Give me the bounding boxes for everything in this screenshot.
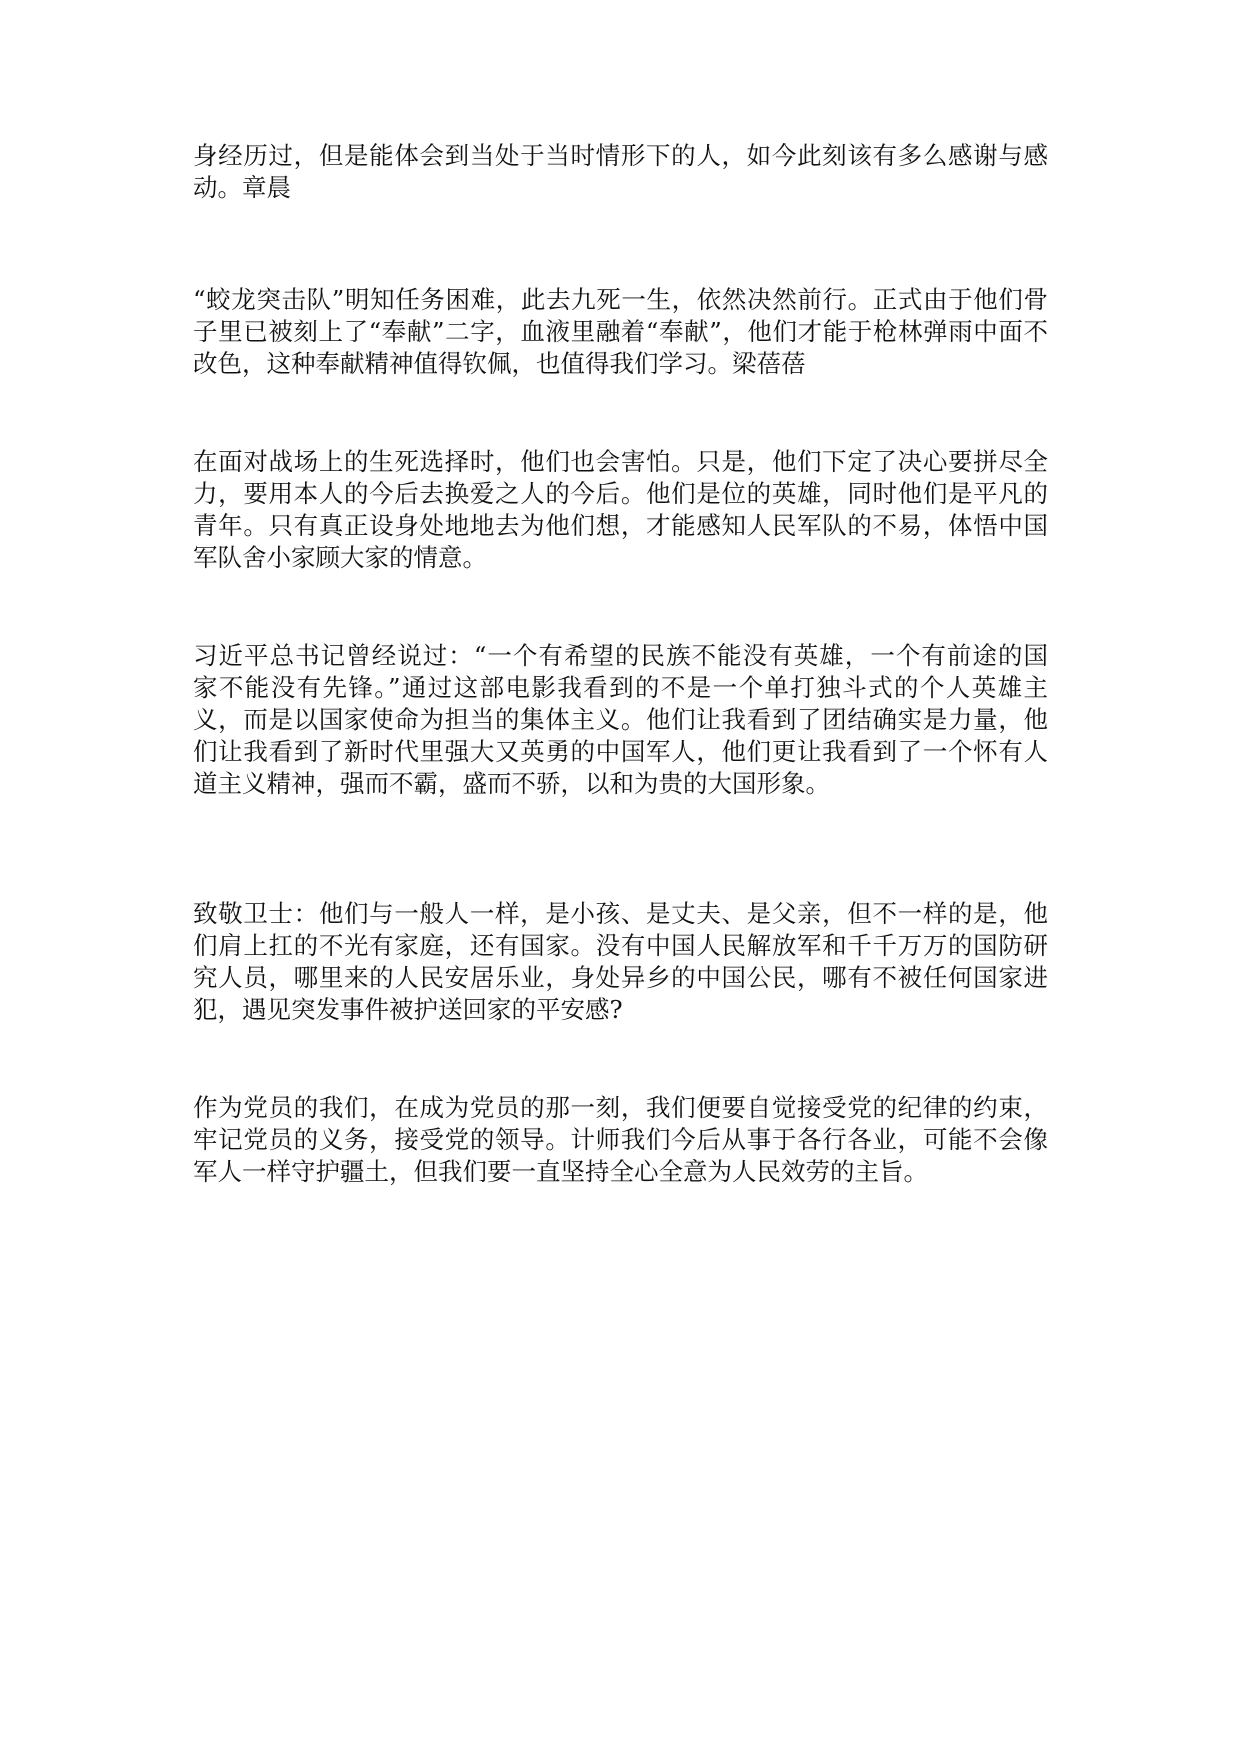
paragraph-line: 动。章晨	[193, 173, 291, 202]
paragraph-line: 改色，这种奉献精神值得钦佩，也值得我们学习。梁蓓蓓	[193, 349, 806, 378]
paragraph-line: 们肩上扛的不光有家庭，还有国家。没有中国人民解放军和千千万万的国防研	[193, 931, 1048, 960]
paragraph-line: 们让我看到了新时代里强大又英勇的中国军人，他们更让我看到了一个怀有人	[193, 737, 1048, 766]
paragraph-line: 家不能没有先锋。”通过这部电影我看到的不是一个单打独斗式的个人英雄主	[193, 673, 1048, 702]
paragraph-1	[193, 140, 1048, 204]
paragraph-line: 子里已被刻上了“奉献”二字，血液里融着“奉献”，他们才能于枪林弹雨中面不	[193, 317, 1048, 346]
paragraph-line: 作为党员的我们，在成为党员的那一刻，我们便要自觉接受党的纪律的约束，	[193, 1093, 1048, 1122]
paragraph-line: 犯，遇见突发事件被护送回家的平安感?	[193, 995, 623, 1024]
paragraph-line: 青年。只有真正设身处地地去为他们想，才能感知人民军队的不易，体悟中国	[193, 511, 1048, 540]
paragraph-line: 军队舍小家顾大家的情意。	[193, 543, 487, 572]
paragraph-line: 在面对战场上的生死选择时，他们也会害怕。只是，他们下定了决心要拼尽全	[193, 447, 1048, 476]
paragraph-line: 军人一样守护疆土，但我们要一直坚持全心全意为人民效劳的主旨。	[193, 1157, 928, 1186]
paragraph-line: 力，要用本人的今后去换爱之人的今后。他们是位的英雄，同时他们是平凡的	[193, 479, 1048, 508]
paragraph-line: 习近平总书记曾经说过：“一个有希望的民族不能没有英雄，一个有前途的国	[193, 641, 1048, 670]
paragraph-2	[193, 284, 1048, 380]
paragraph-line: 究人员，哪里来的人民安居乐业，身处异乡的中国公民，哪有不被任何国家进	[193, 963, 1048, 992]
paragraph-4	[193, 640, 1048, 800]
paragraph-line: 义，而是以国家使命为担当的集体主义。他们让我看到了团结确实是力量，他	[193, 705, 1048, 734]
paragraph-line: 道主义精神，强而不霸，盛而不骄，以和为贵的大国形象。	[193, 769, 830, 798]
paragraph-line: 身经历过，但是能体会到当处于当时情形下的人，如今此刻该有多么感谢与感	[193, 141, 1048, 170]
paragraph-line: 致敬卫士：他们与一般人一样，是小孩、是丈夫、是父亲，但不一样的是，他	[193, 899, 1048, 928]
paragraph-3	[193, 446, 1048, 574]
paragraph-line: “蛟龙突击队”明知任务困难，此去九死一生，依然决然前行。正式由于他们骨	[193, 285, 1048, 314]
paragraph-5	[193, 898, 1048, 1026]
paragraph-6	[193, 1092, 1048, 1188]
paragraph-line: 牢记党员的义务，接受党的领导。计师我们今后从事于各行各业，可能不会像	[193, 1125, 1048, 1154]
